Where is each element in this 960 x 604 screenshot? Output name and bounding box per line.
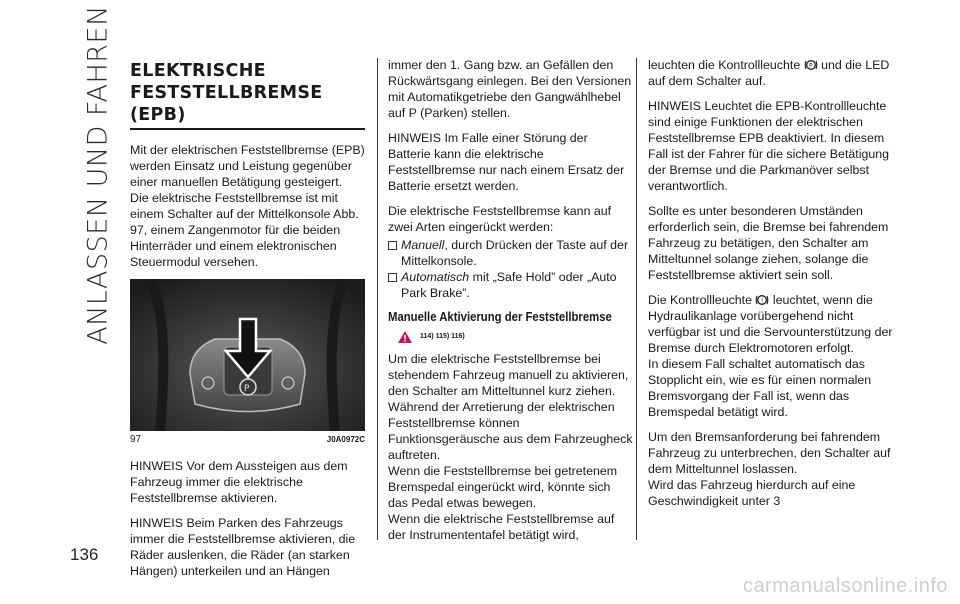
hydraulic-text-a: Die Kontrollleuchte [648,293,756,307]
column-divider-left [377,58,378,540]
bullet-automatic-text: mit „Safe Hold” oder „Auto Park Brake”. [401,270,617,300]
figure-code: J0A0972C [326,435,365,444]
column-1 [130,60,365,588]
chapter-side-title [73,5,123,345]
gear-paragraph: immer den 1. Gang bzw. an Gefällen den Rückwärtsgang einlegen. Bei den Versionen mit Automatikgetriebe den Gangwählhebel auf P (Parken) stellen. [388,58,632,120]
warning-light-text-a: leuchten die Kontrollleuchte [648,58,804,72]
stoplight-paragraph: In diesem Fall schaltet automatisch das Stopplicht ein, wie es für einen normalen Bremsvorgang der Fall ist, wenn das Bremspedal betätigt wird. [648,357,872,419]
description-paragraph: Die elektrische Feststellbremse ist mit einem Schalter auf der Mittelkonsole Abb. 97, einem Zangenmotor für die beiden Hinterräder und einem elektronischen Steuermodul versehen. [130,191,359,269]
warning-light-text-b: und die LED auf dem Schalter auf. [648,58,890,88]
heading-line-1: ELEKTRISCHE [130,61,266,81]
warning-light-paragraph [648,57,893,89]
column-divider-right [636,58,637,540]
svg-text:!: ! [761,297,764,305]
watermark: carmanualsonline.info [742,575,948,597]
svg-text:P: P [244,384,250,394]
heading-line-2: FESTSTELLBREMSE (EPB) [130,82,365,130]
parking-brake-warning-icon [804,59,818,71]
bullet-automatic-label: Automatisch [401,270,470,284]
warning-ref-numbers: 114) 115) 116) [420,333,465,340]
interrupt-paragraph: Um den Bremsanforderung bei fahrendem Fahrzeug zu unterbrechen, den Schalter auf dem Mitteltunnel loslassen. [648,430,891,476]
noise-paragraph: Während der Arretierung der elektrischen Feststellbremse können Funktionsgeräusche aus dem Fahrzeugheck auftreten. [388,400,633,462]
note-parking: HINWEIS Beim Parken des Fahrzeugs immer die Feststellbremse aktivieren, die Räder auslenken, die Räder (an starken Hängen) unterkeilen und an Hängen [130,516,356,578]
note-battery: HINWEIS Im Falle einer Störung der Batterie kann die elektrische Feststellbremse nur nach einem Ersatz der Batterie ersetzt werden. [388,131,625,193]
note-epb-light: HINWEIS Leuchtet die EPB-Kontrollleuchte sind einige Funktionen der elektrischen Feststellbremse EPB deaktiviert. In diesem Fall ist der Fahrer für die sichere Betätigung der Bremse und die Parkmanöver selbst verantwortlich. [648,99,890,193]
hydraulic-text-b: leuchtet, wenn die Hydraulikanlage vorübergehend nicht verfügbar ist und die Servounterstützung der Bremse durch Elektromotoren erfolgt. [648,293,893,355]
subheading-manual-activation: Manuelle Aktivierung der Feststellbremse [388,310,612,324]
engage-methods-intro: Die elektrische Feststellbremse kann auf zwei Arten eingerückt werden: [388,204,612,234]
note-exit-vehicle: HINWEIS Vor dem Aussteigen aus dem Fahrzeug immer die elektrische Feststellbremse aktivieren. [130,459,348,505]
manual-activation-paragraph: Um die elektrische Feststellbremse bei stehendem Fahrzeug manuell zu aktivieren, den Schalter am Mitteltunnel kurz ziehen. [388,352,629,398]
speed-paragraph: Wird das Fahrzeug hierdurch auf eine Geschwindigkeit unter 3 [648,478,856,508]
warning-references [398,329,633,345]
column-3 [648,57,893,518]
hydraulic-paragraph [648,292,893,356]
driving-brake-paragraph: Sollte es unter besonderen Umständen erforderlich sein, die Bremse bei fahrendem Fahrzeug zu betätigen, den Schalter am Mitteltunnel solange ziehen, solange die Feststellbremse aktiviert sein soll. [648,204,889,282]
bullet-square-icon [388,273,397,282]
pedal-paragraph: Wenn die Feststellbremse bei getretenem Bremspedal eingerückt wird, könnte sich das Pedal etwas bewegen. [388,464,618,510]
warning-triangle-icon [398,331,412,343]
bullet-manual [388,237,633,269]
figure-caption [130,432,365,448]
page-number: 136 [70,545,99,564]
bullet-manual-text: , durch Drücken der Taste auf der Mittelkonsole. [401,238,629,268]
figure-97-photo [130,279,365,431]
bullet-square-icon [388,241,397,250]
intro-paragraph: Mit der elektrischen Feststellbremse (EPB) werden Einsatz und Leistung gegenüber einer manuellen Betätigung gesteigert. [130,143,365,189]
figure-number: 97 [130,434,142,445]
instrument-panel-paragraph: Wenn die elektrische Feststellbremse auf der Instrumententafel betätigt wird, [388,512,615,542]
svg-text:P: P [808,62,813,70]
epb-switch-illustration [130,279,365,431]
bullet-manual-label: Manuell [401,238,445,252]
section-heading [130,60,365,130]
brake-system-warning-icon [755,294,769,306]
chapter-title-text: ANLASSEN UND FAHREN [82,5,114,345]
bullet-automatic [388,269,633,301]
column-2 [388,57,633,552]
